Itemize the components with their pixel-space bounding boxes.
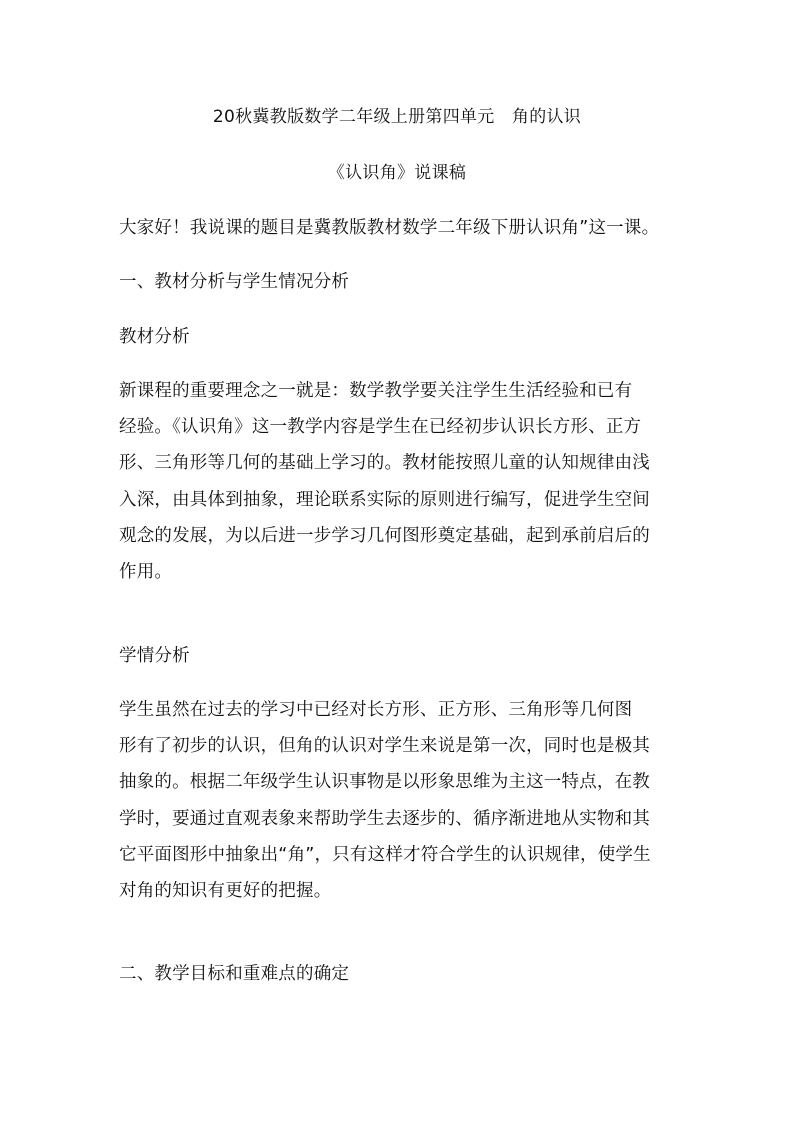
paragraph-line: 经验。《认识角》这一教学内容是学生在已经初步认识长方形、正方: [119, 417, 642, 437]
paragraph-line: 抽象的。根据二年级学生认识事物是以形象思维为主这一特点，在教: [119, 772, 650, 792]
subsection-heading-learner-analysis: 学情分析: [119, 646, 190, 666]
paragraph-line: 它平面图形中抽象出“角”，只有这样才符合学生的认识规律，使学生: [119, 845, 651, 865]
subsection-heading-textbook-analysis: 教材分析: [119, 327, 190, 347]
paragraph-line: 形、三角形等几何的基础上学习的。教材能按照儿童的认知规律由浅: [119, 453, 650, 473]
paragraph-line: 入深，由具体到抽象，理论联系实际的原则进行编写，促进学生空间: [119, 490, 650, 510]
section-heading-2: 二、教学目标和重难点的确定: [119, 964, 350, 984]
section-heading-1: 一、教材分析与学生情况分析: [119, 272, 350, 292]
intro-paragraph: 大家好！我说课的题目是冀教版教材数学二年级下册认识角”这一课。: [119, 218, 660, 238]
paragraph-line: 观念的发展，为以后进一步学习几何图形奠定基础，起到承前启后的: [119, 526, 650, 546]
document-title: 20秋冀教版数学二年级上册第四单元 角的认识: [212, 107, 582, 127]
paragraph-line: 对角的知识有更好的把握。: [119, 881, 332, 901]
paragraph-line: 形有了初步的认识，但角的认识对学生来说是第一次，同时也是极其: [119, 736, 650, 756]
paragraph-line: 学时，要通过直观表象来帮助学生去逐步的、循序渐进地从实物和其: [119, 809, 650, 829]
paragraph-line: 作用。: [119, 562, 173, 582]
document-subtitle: 《认识角》说课稿: [327, 163, 467, 183]
paragraph-line: 学生虽然在过去的学习中已经对长方形、正方形、三角形等几何图: [119, 700, 633, 720]
paragraph-line: 新课程的重要理念之一就是：数学教学要关注学生生活经验和已有: [119, 381, 633, 401]
